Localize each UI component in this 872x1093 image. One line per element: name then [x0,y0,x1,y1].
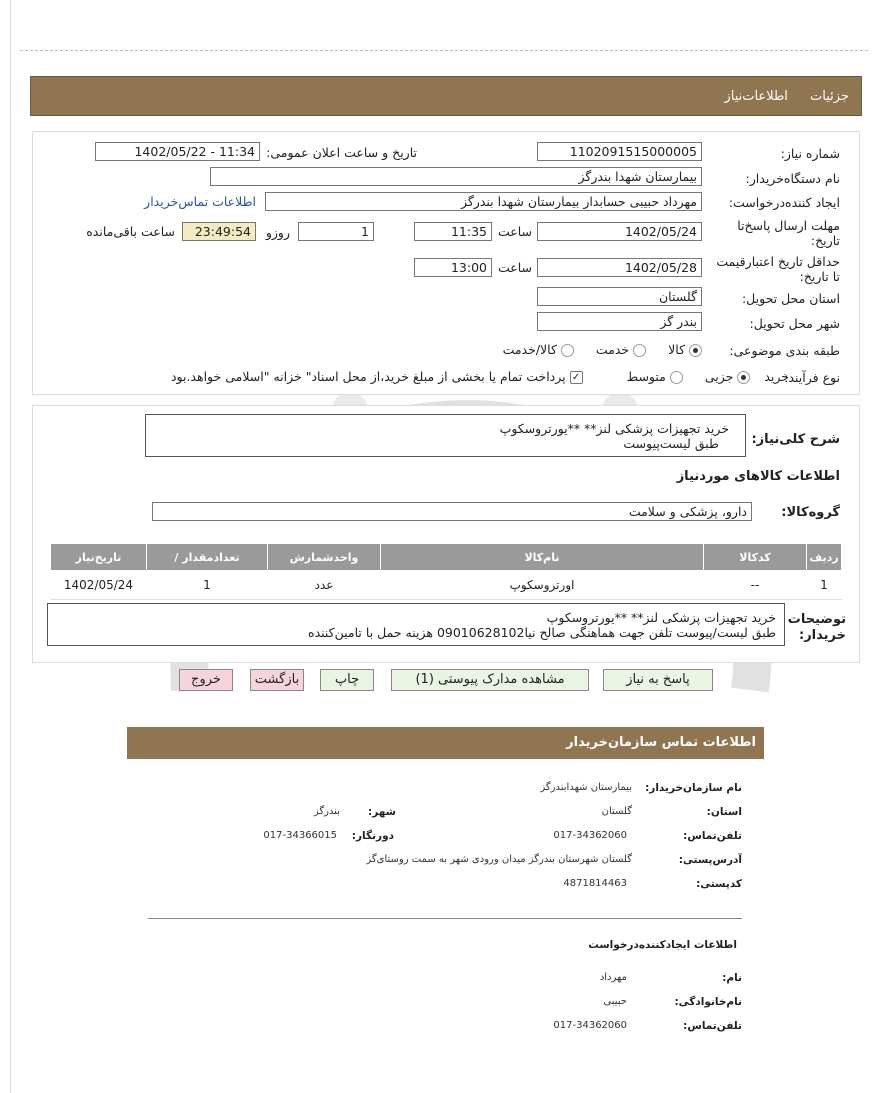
contact-city-value: بندرگز [313,806,340,817]
contact-postal-label: کد‌پستی: [696,878,742,890]
summary-line-1: خرید تجهیزات پزشکی لنز** **یورتروسکوپ [499,421,729,436]
cell-qty: 1 [147,571,268,600]
creator-family-label: نام‌خانوادگی: [674,996,742,1008]
creator-name-label: نام: [722,972,742,984]
creator-label: ایجاد کننده‌درخواست: [728,195,840,210]
goods-info-heading: اطلاعات کالاهای موردنیاز [676,469,840,484]
col-date: تاریخ‌نیاز [51,544,147,571]
contact-phone-value: 017-34362060 [553,830,627,841]
contact-phone-label: تلفن‌تماس: [683,830,742,842]
deadline-time-label: ساعت [497,224,532,239]
process-options [171,369,789,384]
table-row [51,571,842,600]
goods-group-label: گروه‌کالا: [781,505,840,520]
goods-group-field: دارو، پزشکی و سلامت [152,502,752,521]
remaining-label: ساعت باقی‌مانده [86,224,175,239]
creator-info-heading: اطلاعات ایجادکننده‌درخواست [588,939,737,951]
process-minor-label: جزیی [704,369,734,384]
cell-date: 1402/05/24 [51,571,147,600]
top-header-bar [30,76,862,116]
print-button[interactable]: چاپ [320,669,374,691]
cell-name: اورتروسکوپ [381,571,704,600]
validity-time-field: 13:00 [414,258,492,277]
contact-address-value: گلستان شهرستان بندرگز میدان ورودی شهر به سمت روستای‌گز [366,854,632,865]
category-goods-label: کالا [668,342,686,357]
city-field: بندر گز [537,312,702,331]
contact-province-value: گلستان [601,806,632,817]
col-code: کدکالا [704,544,807,571]
org-name-value: بیمارستان شهدابندرگز [540,782,632,793]
back-button[interactable]: بازگشت [250,669,304,691]
creator-field: مهرداد حبیبی حسابدار بیمارستان شهدا بندرگز [265,192,702,211]
contact-fax-label: دورنگار: [351,830,394,842]
category-goods-radio[interactable] [689,344,702,357]
deadline-time-field: 11:35 [414,222,492,241]
treasury-payment-note: پرداخت تمام یا بخشی از مبلغ خرید،از محل اسناد" خزانه "اسلامی خواهد.بود [170,369,566,384]
buyer-notes-line-2: طبق لیست/پیوست تلفن جهت هماهنگی صالح نیا09010628102 هزینه حمل با تامین‌کننده [308,625,776,640]
province-field: گلستان [537,287,702,306]
org-name-label: نام سازمان‌خریدار: [645,782,742,794]
contact-province-label: استان: [706,806,742,818]
contact-fax-value: 017-34366015 [263,830,337,841]
validity-date-field: 1402/05/28 [537,258,702,277]
creator-phone-value: 017-34362060 [553,1020,627,1031]
goods-table [50,543,842,600]
category-service-radio[interactable] [633,344,646,357]
summary-line-2: طبق لیست‌پیوست [623,436,719,451]
remaining-time-field: 23:49:54 [182,222,256,241]
category-goods-service-radio[interactable] [561,344,574,357]
contact-address-label: آدرس‌پستی: [678,854,742,866]
exit-button[interactable]: خروج [179,669,233,691]
contact-divider [148,918,742,919]
top-divider [20,50,868,51]
announce-datetime-field: 1402/05/22 - 11:34 [95,142,260,161]
buyer-contact-heading: اطلاعات تماس سازمان‌خریدار [566,735,756,750]
view-documents-button[interactable]: مشاهده مدارک پیوستی (1) [391,669,589,691]
cell-unit: عدد [268,571,381,600]
reply-button[interactable]: پاسخ به نیاز [603,669,713,691]
col-row: ردیف [807,544,842,571]
days-field: 1 [298,222,374,241]
process-label: نوع فرآیند: [784,370,840,385]
category-options [503,342,702,357]
buyer-notes-label: توضیحات خریدار: [787,612,846,643]
need-number-field: 1102091515000005 [537,142,702,161]
creator-phone-label: تلفن‌تماس: [683,1020,742,1032]
need-number-label: شماره نیاز: [780,146,840,161]
summary-box [145,414,746,457]
col-qty: تعدادمقدار / [147,544,268,571]
buyer-name-label: نام دستگاه‌خریدار: [745,171,840,186]
cell-row: 1 [807,571,842,600]
contact-city-label: شهر: [368,806,396,818]
category-label: طبقه بندی موضوعی: [729,343,840,358]
cell-code: -- [704,571,807,600]
process-medium-label: متوسط [626,369,666,384]
validity-label: حداقل تاریخ اعتبار‌قیمت تا تاریخ: [716,254,840,284]
deadline-label: مهلت ارسال پاسخ‌تا تاریخ: [737,218,840,248]
deadline-date-field: 1402/05/24 [537,222,702,241]
city-label: شهر محل تحویل: [749,316,840,331]
process-medium-radio[interactable] [670,371,683,384]
buyer-notes-box [47,603,785,646]
creator-name-value: مهرداد [599,972,627,983]
announce-label: تاریخ و ساعت اعلان عمومی: [266,145,417,160]
process-minor-radio[interactable] [737,371,750,384]
category-goods-service-label: کالا/خدمت [502,342,557,357]
days-label: روزو [265,225,290,240]
validity-time-label: ساعت [497,260,532,275]
treasury-payment-checkbox[interactable]: ✓ [570,371,583,384]
buyer-contact-header [127,727,764,759]
buyer-name-field: بیمارستان شهدا بندرگز [210,167,702,186]
tab-details[interactable]: جزئيات [810,89,849,104]
creator-family-value: حبیبی [603,996,627,1007]
summary-label: شرح کلی‌نیاز: [751,432,840,447]
col-unit: واحدشمارش [268,544,381,571]
category-service-label: خدمت [595,342,630,357]
buyer-contact-link[interactable]: اطلاعات تماس‌خریدار [144,194,256,209]
process-purchase-label: خرید [764,369,789,384]
page-left-border [10,0,11,1093]
buyer-notes-line-1: خرید تجهیزات پزشکی لنز** **یورتروسکوپ [546,610,776,625]
tab-need-info[interactable]: اطلاعات‌نیاز [724,89,788,104]
goods-table-header [51,544,842,571]
contact-postal-value: 4871814463 [563,878,627,889]
col-name: نام‌کالا [381,544,704,571]
province-label: استان محل تحویل: [741,291,840,306]
